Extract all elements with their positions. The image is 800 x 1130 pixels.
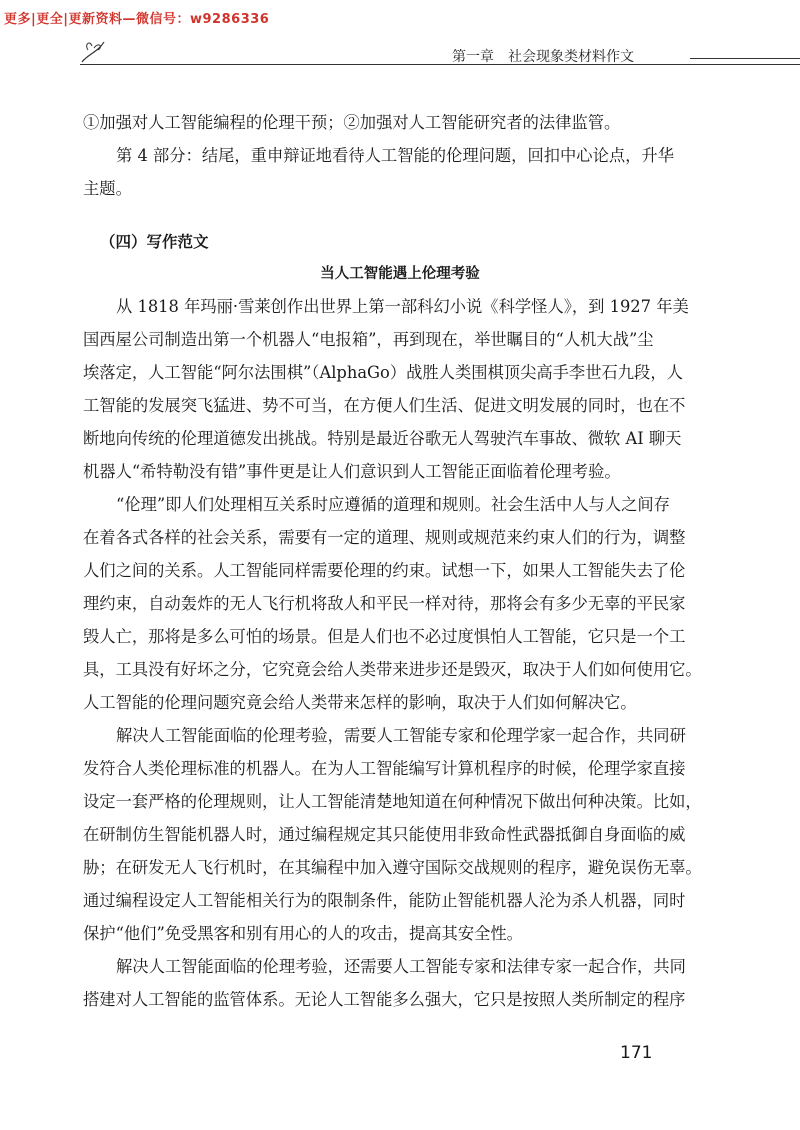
- paragraph-line: 保护“他们”免受黑客和别有用心的人的攻击，提高其安全性。: [83, 924, 523, 943]
- essay-body: [83, 290, 702, 1016]
- paragraph-line: 在研制仿生智能机器人时，通过编程规定其只能使用非致命性武器抵御自身面临的威: [83, 825, 686, 844]
- page-number: 171: [620, 1043, 653, 1063]
- paragraph-line: 通过编程设定人工智能相关行为的限制条件，能防止智能机器人沦为杀人机器，同时: [83, 891, 686, 910]
- paragraph-3: [83, 719, 702, 950]
- paragraph-line: 埃落定，人工智能“阿尔法围棋”（AlphaGo）战胜人类围棋顶尖高手李世石九段，人: [83, 363, 683, 382]
- paragraph-1: [83, 290, 689, 488]
- paragraph-line: 胁；在研发无人飞行机时，在其编程中加入遵守国际交战规则的程序，避免误伤无辜。: [83, 858, 702, 877]
- paragraph-line: 断地向传统的伦理道德发出挑战。特别是最近谷歌无人驾驶汽车事故、微软 AI 聊天: [83, 429, 682, 448]
- paragraph-line: 人们之间的关系。人工智能同样需要伦理的约束。试想一下，如果人工智能失去了伦: [83, 561, 686, 580]
- essay-title: 当人工智能遇上伦理考验: [320, 266, 480, 282]
- paragraph-line: 毁人亡，那将是多么可怕的场景。但是人们也不必过度惧怕人工智能，它只是一个工: [83, 627, 686, 646]
- outline-line: 主题。: [83, 179, 132, 198]
- paragraph-line: 理约束，自动轰炸的无人飞行机将敌人和平民一样对待，那将会有多少无辜的平民家: [83, 594, 686, 613]
- paragraph-line: 人工智能的伦理问题究竟会给人类带来怎样的影响，取决于人们如何解决它。: [83, 693, 637, 712]
- header-rule-short: [690, 58, 800, 59]
- watermark-text: 更多|更全|更新资料—微信号：w9286336: [4, 12, 270, 27]
- paragraph-line: 在着各式各样的社会关系，需要有一定的道理、规则或规范来约束人们的行为，调整: [83, 528, 686, 547]
- paragraph-4: [83, 950, 686, 1016]
- outline-block: [83, 106, 683, 205]
- paragraph-line: 从 1818 年玛丽·雪莱创作出世界上第一部科幻小说《科学怪人》，到 1927 年美: [116, 297, 689, 316]
- running-header: [452, 46, 634, 66]
- paragraph-2: [83, 488, 702, 719]
- paragraph-line: 解决人工智能面临的伦理考验，还需要人工智能专家和法律专家一起合作，共同: [116, 957, 686, 976]
- paragraph-line: 工智能的发展突飞猛进、势不可当，在方便人们生活、促进文明发展的同时，也在不: [83, 396, 686, 415]
- paragraph-line: 搭建对人工智能的监管体系。无论人工智能多么强大，它只是按照人类所制定的程序: [83, 990, 686, 1009]
- header-rule: [80, 64, 800, 65]
- paragraph-line: 解决人工智能面临的伦理考验，需要人工智能专家和伦理学家一起合作，共同研: [116, 726, 686, 745]
- decorative-leaf-icon: [78, 36, 108, 66]
- paragraph-line: 机器人“希特勒没有错”事件更是让人们意识到人工智能正面临着伦理考验。: [83, 462, 621, 481]
- section-heading: （四）写作范文: [100, 233, 209, 251]
- paragraph-line: 国西屋公司制造出第一个机器人“电报箱”，再到现在，举世瞩目的“人机大战”尘: [83, 330, 654, 349]
- paragraph-line: “伦理”即人们处理相互关系时应遵循的道理和规则。社会生活中人与人之间存: [116, 495, 670, 514]
- paragraph-line: 具，工具没有好坏之分，它究竟会给人类带来进步还是毁灭，取决于人们如何使用它。: [83, 660, 702, 679]
- paragraph-line: 发符合人类伦理标准的机器人。在为人工智能编写计算机程序的时候，伦理学家直接: [83, 759, 686, 778]
- chapter-number: 第一章: [452, 49, 494, 65]
- paragraph-line: 设定一套严格的伦理规则，让人工智能清楚地知道在何种情况下做出何种决策。比如，: [83, 792, 702, 811]
- outline-line: 第 4 部分：结尾，重申辩证地看待人工智能的伦理问题，回扣中心论点，升华: [116, 146, 674, 165]
- chapter-title: 社会现象类材料作文: [508, 49, 634, 65]
- outline-line: ①加强对人工智能编程的伦理干预；②加强对人工智能研究者的法律监管。: [83, 113, 621, 132]
